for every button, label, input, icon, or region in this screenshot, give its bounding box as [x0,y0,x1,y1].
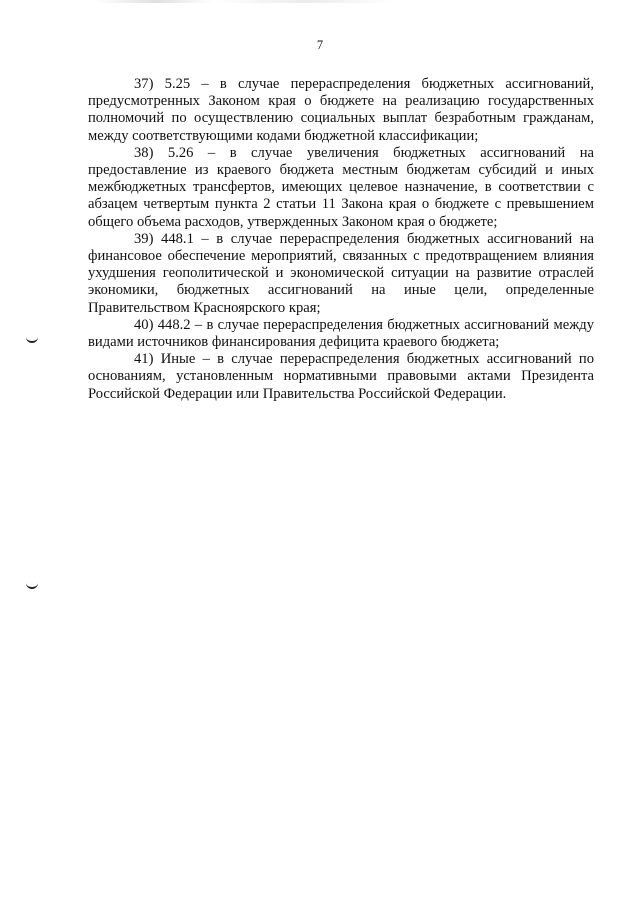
list-item-40: 40) 448.2 – в случае перераспределения бюджетных ассигнований между видами источников финансирования дефицита краевого бюджета; [88,316,594,351]
binding-hole-mark [26,337,38,343]
binding-hole-mark [26,583,38,589]
list-item-38: 38) 5.26 – в случае увеличения бюджетных ассигнований на предоставление из краевого бюджета местным бюджетам субсидий и иных межбюджетных трансфертов, имеющих целевое назначение, в соответствии с абзацем четвертым пункта 2 статьи 11 Закона края о бюджете с превышением общего объема расходов, утвержденных Законом края о бюджете; [88,144,594,230]
scan-edge-shadow [95,0,395,3]
page-number: 7 [316,38,324,52]
list-item-37: 37) 5.25 – в случае перераспределения бюджетных ассигнований, предусмотренных Законом края о бюджете на реализацию государственных полномочий по осуществлению социальных выплат безработным гражданам, между соответствующими кодами бюджетной классификации; [88,76,594,144]
list-item-41: 41) Иные – в случае перераспределения бюджетных ассигнований по основаниям, установленным нормативными правовыми актами Президента Российской Федерации или Правительства Российской Федерации. [88,351,594,402]
document-body [88,76,594,403]
list-item-39: 39) 448.1 – в случае перераспределения бюджетных ассигнований на финансовое обеспечение мероприятий, связанных с предотвращением влияния ухудшения геополитической и экономической ситуации на развитие отраслей экономики, бюджетных ассигнований на иные цели, определенные Правительством Красноярского края; [88,230,594,316]
